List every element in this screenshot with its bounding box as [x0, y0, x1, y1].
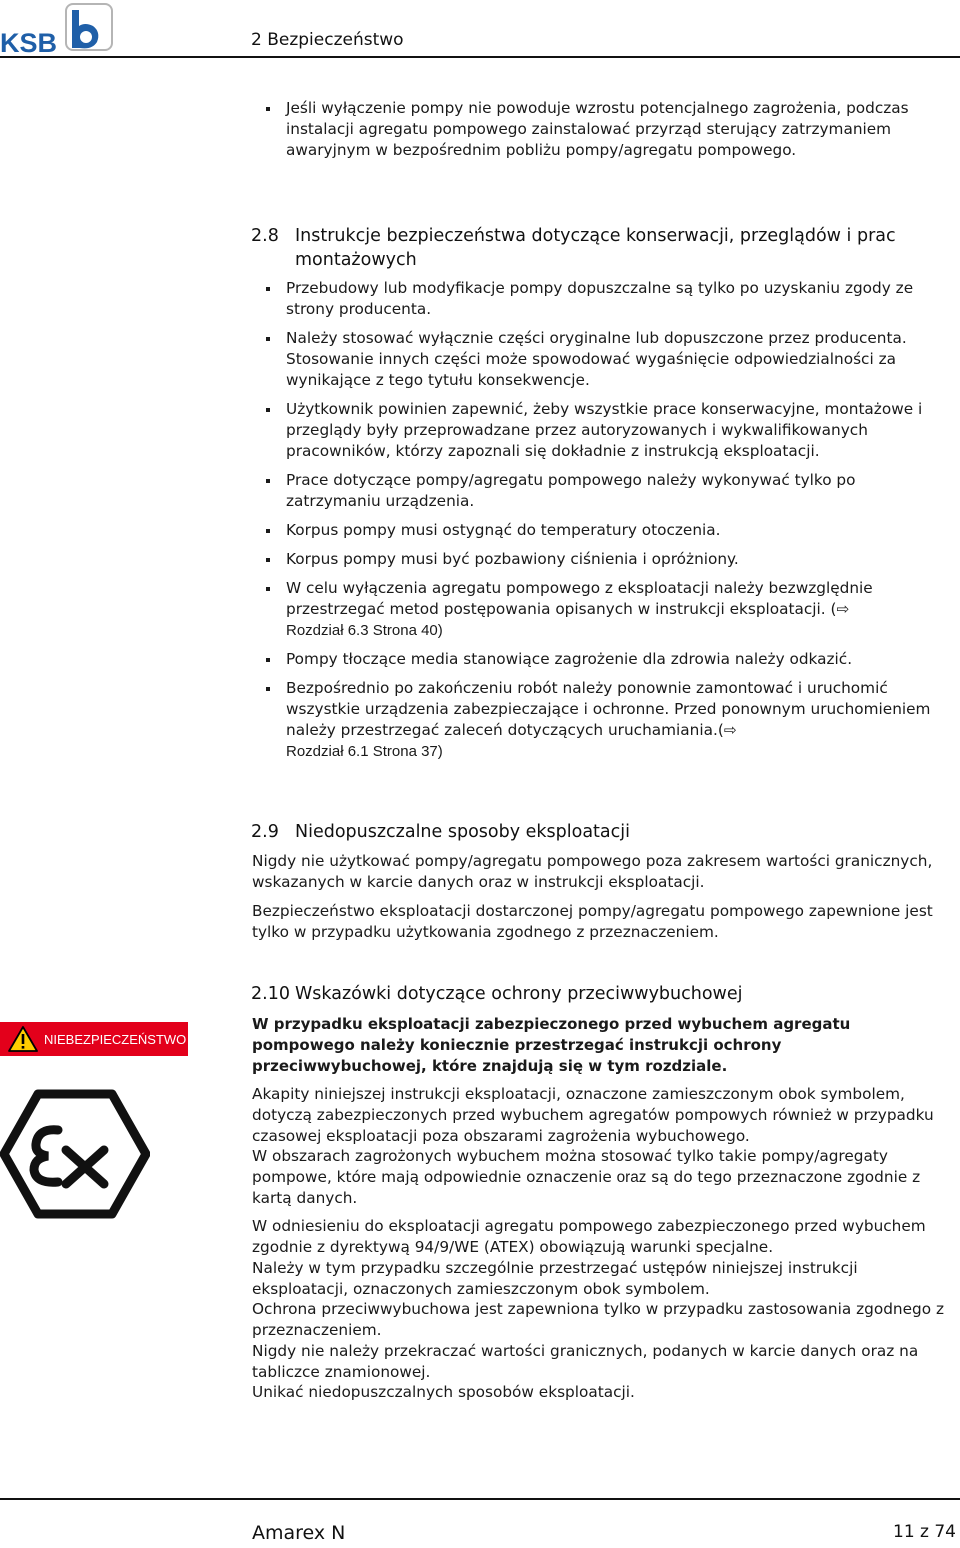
cross-reference-arrow-icon: ⇨	[723, 721, 737, 739]
paragraph-text: W obszarach zagrożonych wybuchem można stosować tylko takie pompy/agregaty pompowe, które mają odpowiednie oznaczenie	[252, 1147, 888, 1186]
section-heading-2-8	[251, 224, 941, 272]
header-divider	[0, 56, 960, 58]
paragraph: Należy w tym przypadku szczególnie przestrzegać ustępów niniejszej instrukcji eksploatacji, oznaczonych zamieszczonym obok symbolem.	[252, 1259, 858, 1298]
danger-label-text: NIEBEZPIECZEŃSTWO	[44, 1031, 187, 1047]
cross-reference-arrow-icon: ⇨	[836, 600, 850, 618]
item-text: W celu wyłączenia agregatu pompowego z eksploatacji należy bezwzględnie przestrzegać metod postępowania opisanych w instrukcji eksploatacji. (	[286, 579, 873, 618]
cross-reference-link[interactable]: Rozdział 6.3 Strona 40)	[286, 622, 443, 639]
list-item	[266, 578, 946, 641]
danger-warning-text: W przypadku eksploatacji zabezpieczonego przed wybuchem agregatu pompowego należy koniecznie przestrzegać instrukcji ochrony przeciwwybuchowej, które znajdują się w tym rozdziale.	[252, 1015, 851, 1075]
paragraph-text: są do tego przeznaczone zgodnie z kartą danych.	[252, 1168, 921, 1207]
paragraph: Unikać niedopuszczalnych sposobów eksploatacji.	[252, 1383, 635, 1401]
section-heading-2-10	[251, 982, 941, 1006]
paragraph: Akapity niniejszej instrukcji eksploatacji, oznaczone zamieszczonym obok symbolem, dotyczą zabezpieczonych przed wybuchem agregatów pompowych również w przypadku czasowej eksploatacji poza obszarami zagrożenia wybuchowego.	[252, 1085, 934, 1145]
item-text: Bezpośrednio po zakończeniu robót należy ponownie zamontować i uruchomić wszystkie urządzenia zabezpieczające i ochronne. Przed ponownym uruchomieniem należy przestrzegać zaleceń dotyczących uruchamiania.(	[286, 679, 931, 739]
list-item: Prace dotyczące pompy/agregatu pompowego należy wykonywać tylko po zatrzymaniu urządzenia.	[266, 470, 946, 512]
footer-divider	[0, 1498, 960, 1500]
explosion-protection-ex-icon	[0, 1088, 150, 1220]
ksb-logo	[0, 2, 118, 54]
section-title: Niedopuszczalne sposoby eksploatacji	[295, 822, 630, 842]
list-item: Pompy tłoczące media stanowiące zagrożenie dla zdrowia należy odkazić.	[266, 649, 946, 670]
list-item: Korpus pompy musi być pozbawiony ciśnienia i opróżniony.	[266, 549, 946, 570]
list-item: Użytkownik powinien zapewnić, żeby wszystkie prace konserwacyjne, montażowe i przeglądy były przeprowadzane przez autoryzowanych i wykwalifikowanych pracowników, którzy zapoznali się dokładnie z instrukcją eksploatacji.	[266, 399, 946, 462]
footer-product-name: Amarex N	[252, 1522, 346, 1544]
list-item: Jeśli wyłączenie pompy nie powoduje wzrostu potencjalnego zagrożenia, podczas instalacji agregatu pompowego zainstalować przyrząd sterujący zatrzymaniem awaryjnym w bezpośrednim pobliżu pompy/agregatu pompowego.	[266, 98, 946, 161]
list-item	[266, 678, 946, 762]
paragraph: Ochrona przeciwwybuchowa jest zapewniona tylko w przypadku zastosowania zgodnego z przeznaczeniem.	[252, 1300, 944, 1339]
danger-label-box	[0, 1022, 188, 1056]
footer-page-number: 11 z 74	[893, 1522, 956, 1542]
paragraph: Nigdy nie użytkować pompy/agregatu pompowego poza zakresem wartości granicznych, wskazanych w karcie danych oraz w instrukcji eksploatacji.	[252, 852, 933, 891]
svg-text:KSB: KSB	[0, 28, 58, 54]
warning-triangle-icon	[8, 1025, 38, 1053]
list-item: Przebudowy lub modyfikacje pompy dopuszczalne są tylko po uzyskaniu zgody ze strony producenta.	[266, 278, 946, 320]
top-bullet-list	[266, 98, 946, 169]
section-number: 2.9	[251, 822, 279, 842]
page-header	[0, 0, 960, 60]
section-title: Wskazówki dotyczące ochrony przeciwwybuchowej	[295, 984, 743, 1004]
list-item: Należy stosować wyłącznie części oryginalne lub dopuszczone przez producenta. Stosowanie innych części może spowodować wygaśnięcie odpowiedzialności za wynikające z tego tytułu konsekwencje.	[266, 328, 946, 391]
section-number: 2.8	[251, 226, 279, 246]
section-number: 2.10	[251, 984, 290, 1004]
section-header-title: 2 Bezpieczeństwo	[251, 30, 404, 50]
cross-reference-link[interactable]: Rozdział 6.1 Strona 37)	[286, 743, 443, 760]
paragraph: Bezpieczeństwo eksploatacji dostarczonej pompy/agregatu pompowego zapewnione jest tylko w przypadku użytkowania zgodnego z przeznaczeniem.	[252, 902, 933, 941]
paragraph: Nigdy nie należy przekraczać wartości granicznych, podanych w karcie danych oraz na tabliczce znamionowej.	[252, 1342, 919, 1381]
section-title-continued: montażowych	[295, 250, 417, 270]
section-title: Instrukcje bezpieczeństwa dotyczące konserwacji, przeglądów i prac	[295, 226, 896, 246]
paragraph: W odniesieniu do eksploatacji agregatu pompowego zabezpieczonego przed wybuchem zgodnie z dyrektywą 94/9/WE (ATEX) obowiązują warunki specjalne.	[252, 1217, 926, 1256]
emphasis-text: oraz	[616, 1169, 647, 1186]
paragraph	[252, 1146, 952, 1209]
maintenance-bullet-list	[266, 278, 946, 770]
list-item: Korpus pompy musi ostygnąć do temperatury otoczenia.	[266, 520, 946, 541]
section-heading-2-9	[251, 820, 941, 844]
